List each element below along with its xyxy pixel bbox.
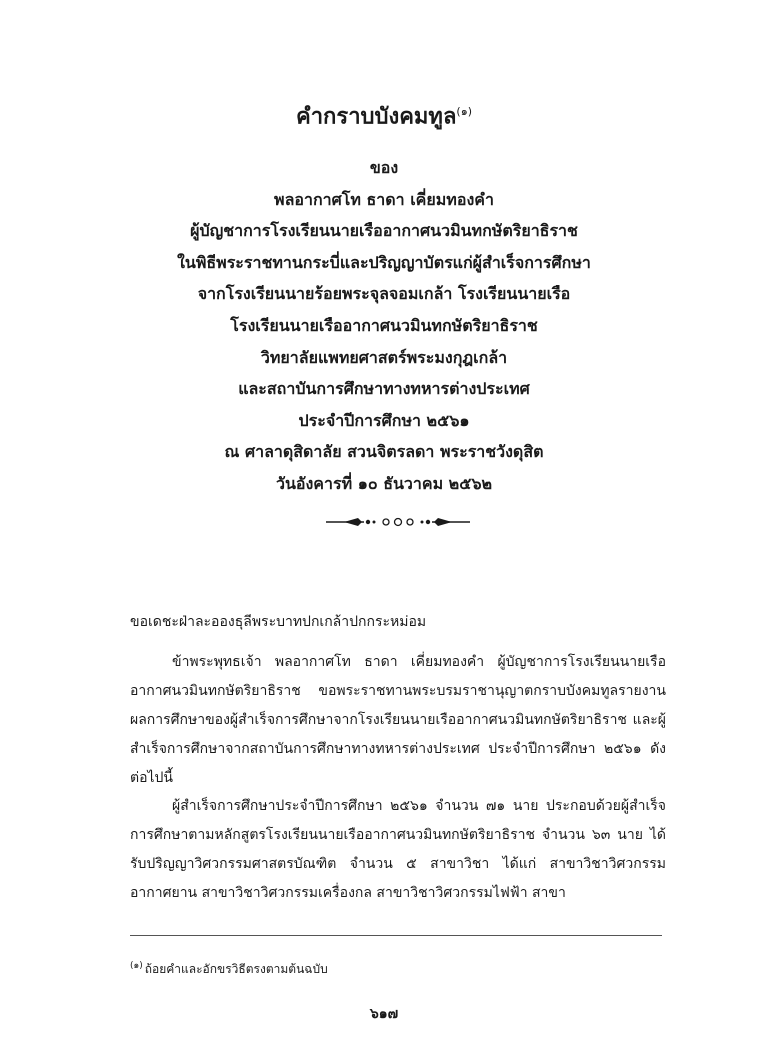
title-footnote-mark: (๑) xyxy=(456,105,472,118)
footnote xyxy=(130,956,328,979)
speech-header xyxy=(0,152,768,500)
header-line: ประจำปีการศึกษา ๒๕๖๑ xyxy=(298,410,470,430)
header-line: วันอังคารที่ ๑๐ ธันวาคม ๒๕๖๒ xyxy=(275,473,493,493)
title-text: คำกราบบังคมทูล xyxy=(295,104,457,130)
footnote-mark: (๑) xyxy=(130,961,143,971)
body-paragraph-1: ข้าพระพุทธเจ้า พลอากาศโท ธาดา เคี่ยมทองคำ ผู้บัญชาการโรงเรียนนายเรืออากาศนวมินทกษัตริยาธิราช ขอพระราชทานพระบรมราชานุญาตกราบบังคมทูลรายงานผลการศึกษาของผู้สำเร็จการศึกษาจากโรงเรียนนายเรืออากาศนวมินทกษัตริยาธิราช และผู้สำเร็จการศึกษาจากสถาบันการศึกษาทางทหารต่างประเทศ ประจำปีการศึกษา ๒๕๖๑ ดังต่อไปนี้ xyxy=(130,654,666,786)
header-line: พลอากาศโท ธาดา เคี่ยมทองคำ xyxy=(274,189,494,209)
footnote-divider xyxy=(130,935,662,936)
body-paragraph-2: ผู้สำเร็จการศึกษาประจำปีการศึกษา ๒๕๖๑ จำนวน ๗๑ นาย ประกอบด้วยผู้สำเร็จการศึกษาตามหลักสูตรโรงเรียนนายเรืออากาศนวมินทกษัตริยาธิราช จำนวน ๖๓ นาย ได้รับปริญญาวิศวกรรมศาสตรบัณฑิต จำนวน ๕ สาขาวิชา ได้แก่ สาขาวิชาวิศวกรรมอากาศยาน สาขาวิชาวิศวกรรมเครื่องกล สาขาวิชาวิศวกรรมไฟฟ้า สาขา xyxy=(130,798,666,901)
page-title xyxy=(0,96,768,133)
header-line: ณ ศาลาดุสิดาลัย สวนจิตรลดา พระราชวังดุสิต xyxy=(224,442,544,462)
page-number: ๖๑๗ xyxy=(369,1006,399,1022)
header-line: และสถาบันการศึกษาทางทหารต่างประเทศ xyxy=(238,379,530,399)
header-line: ผู้บัญชาการโรงเรียนนายเรืออากาศนวมินทกษัตริยาธิราช xyxy=(190,221,578,241)
ornamental-divider-icon xyxy=(324,514,472,530)
header-line: โรงเรียนนายเรืออากาศนวมินทกษัตริยาธิราช xyxy=(230,315,538,335)
footnote-text: ถ้อยคำและอักขรวิธีตรงตามต้นฉบับ xyxy=(144,962,328,976)
header-line: ในพิธีพระราชทานกระบี่และปริญญาบัตรแก่ผู้สำเร็จการศึกษา xyxy=(177,252,591,272)
salutation: ขอเดชะฝ่าละอองธุลีพระบาทปกเกล้าปกกระหม่อม xyxy=(130,614,427,630)
header-line: วิทยาลัยแพทยศาสตร์พระมงกุฎเกล้า xyxy=(260,347,508,367)
header-line: ของ xyxy=(369,158,399,177)
header-line: จากโรงเรียนนายร้อยพระจุลจอมเกล้า โรงเรียนนายเรือ xyxy=(197,284,571,304)
